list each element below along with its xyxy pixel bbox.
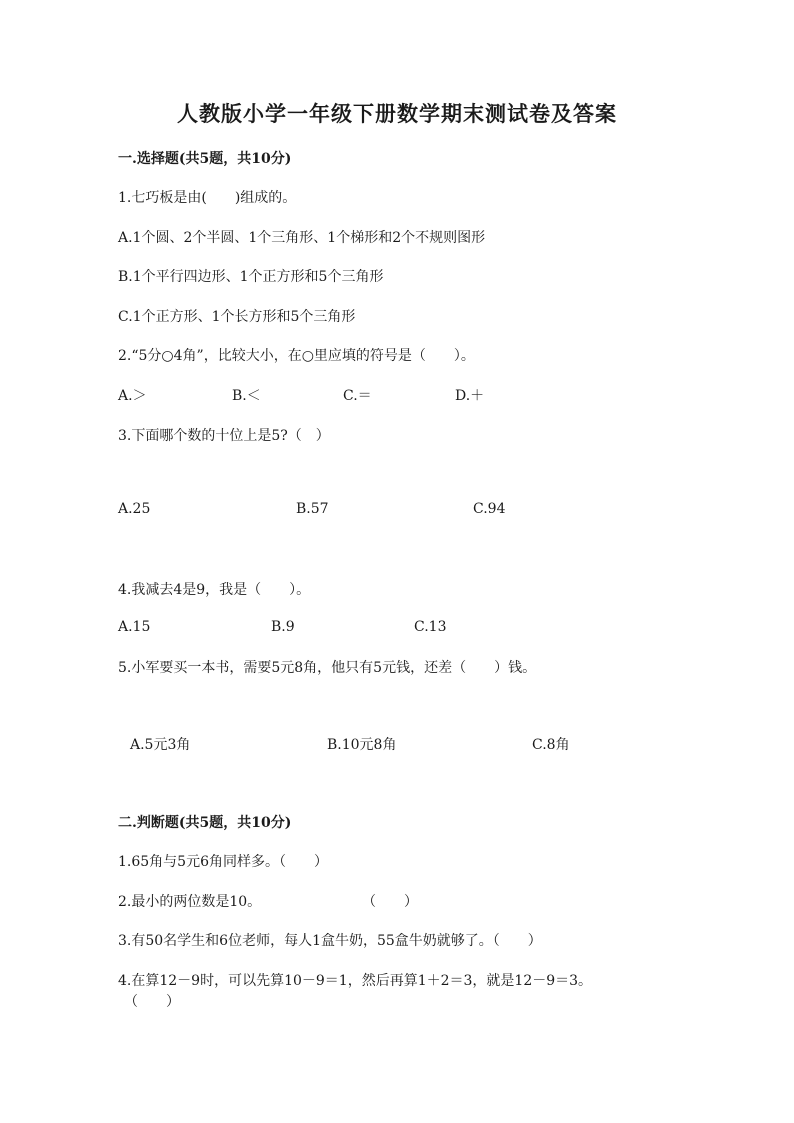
question-5-option-c: C.8角 [532, 737, 570, 753]
question-4-option-a: A.15 [118, 619, 151, 635]
question-2-option-c: C.＝ [343, 388, 372, 404]
question-1-option-b: B.1个平行四边形、1个正方形和5个三角形 [118, 269, 384, 285]
judgment-3: 3.有50名学生和6位老师，每人1盒牛奶，55盒牛奶就够了。（ ） [118, 933, 542, 949]
question-3-option-a: A.25 [118, 501, 151, 517]
judgment-2: 2.最小的两位数是10。 [118, 894, 262, 910]
question-1-option-c: C.1个正方形、1个长方形和5个三角形 [118, 309, 356, 325]
question-2-option-a: A.＞ [118, 388, 147, 404]
question-5-option-a: A.5元3角 [130, 737, 191, 753]
page-title: 人教版小学一年级下册数学期末测试卷及答案 [177, 101, 617, 126]
question-1-stem: 1.七巧板是由( )组成的。 [118, 190, 297, 206]
question-4-stem: 4.我减去4是9，我是（ ）。 [118, 582, 311, 598]
question-1-option-a: A.1个圆、2个半圆、1个三角形、1个梯形和2个不规则图形 [118, 230, 486, 246]
question-2-option-b: B.＜ [232, 388, 261, 404]
judgment-2-blank: （ ） [362, 894, 418, 910]
judgment-4: 4.在算12－9时，可以先算10－9＝1，然后再算1＋2＝3，就是12－9＝3。 [118, 973, 593, 989]
question-3-option-c: C.94 [473, 501, 506, 517]
question-2-stem: 2.“5分○4角”，比较大小，在○里应填的符号是（ ）。 [118, 348, 475, 364]
question-3-option-b: B.57 [296, 501, 329, 517]
question-3-stem: 3.下面哪个数的十位上是5?（ ） [118, 428, 330, 444]
question-4-option-b: B.9 [271, 619, 295, 635]
judgment-1: 1.65角与5元6角同样多。（ ） [118, 854, 328, 870]
question-4-option-c: C.13 [414, 619, 447, 635]
section-heading-judgment: 二.判断题(共5题，共10分) [118, 815, 292, 831]
section-heading-choice: 一.选择题(共5题，共10分) [118, 151, 292, 167]
question-5-stem: 5.小军要买一本书，需要5元8角，他只有5元钱，还差（ ）钱。 [118, 660, 537, 676]
question-2-option-d: D.＋ [455, 388, 485, 404]
question-5-option-b: B.10元8角 [327, 737, 397, 753]
judgment-4-blank: （ ） [124, 994, 180, 1010]
